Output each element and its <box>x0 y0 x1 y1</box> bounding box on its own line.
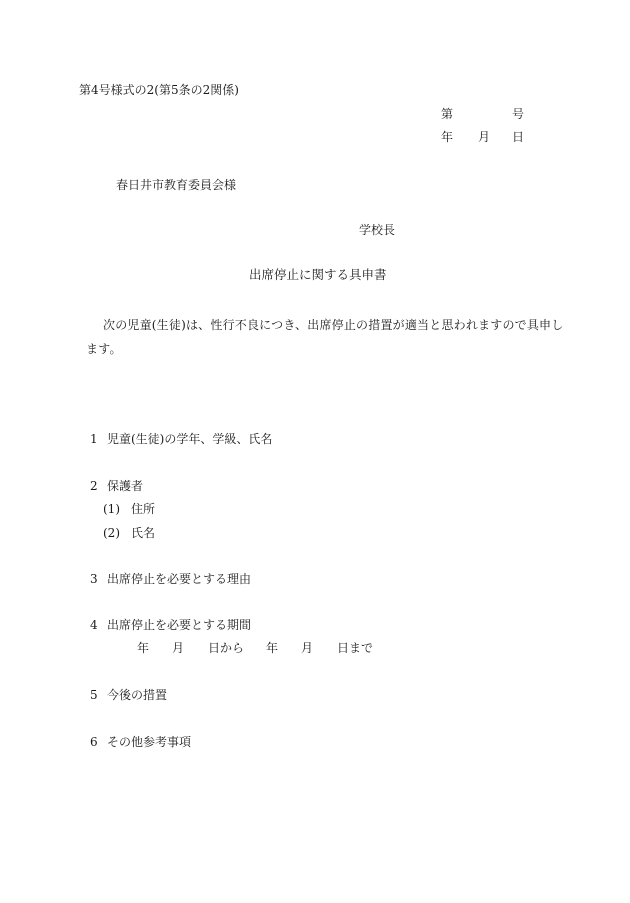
item-number: 1 <box>90 432 98 446</box>
item-number: 3 <box>90 572 98 586</box>
item-number: 4 <box>90 618 98 632</box>
body-line-2: ます。 <box>86 342 122 356</box>
item-text: 出席停止を必要とする理由 <box>107 572 252 586</box>
date-year: 年 <box>441 130 454 144</box>
item-text: 出席停止を必要とする期間 <box>107 618 252 632</box>
document-title: 出席停止に関する具申書 <box>249 267 387 282</box>
period-to-year: 年 <box>266 641 279 655</box>
date-day: 日 <box>512 130 525 144</box>
subitem-text: 住所 <box>131 502 156 516</box>
period-to-month: 月 <box>301 641 314 655</box>
subitem-number: (1) <box>103 502 120 516</box>
item-number: 5 <box>90 688 98 702</box>
number-prefix: 第 <box>441 107 454 121</box>
item-number: 6 <box>90 735 98 749</box>
item-text: 今後の措置 <box>107 688 168 702</box>
item-number: 2 <box>90 479 98 493</box>
addressee: 春日井市教育委員会様 <box>116 178 237 192</box>
item-text: 保護者 <box>107 479 144 493</box>
period-from-day: 日から <box>208 641 245 655</box>
sender: 学校長 <box>359 223 396 237</box>
subitem-text: 氏名 <box>131 526 156 540</box>
date-month: 月 <box>478 130 491 144</box>
form-label: 第4号様式の2(第5条の2関係) <box>79 83 239 97</box>
period-to-day: 日まで <box>337 641 374 655</box>
item-text: 児童(生徒)の学年、学級、氏名 <box>107 432 273 446</box>
body-line-1: 次の児童(生徒)は、性行不良につき、出席停止の措置が適当と思われますので具申し <box>103 318 564 332</box>
period-from-year: 年 <box>137 641 150 655</box>
subitem-number: (2) <box>103 526 120 540</box>
period-from-month: 月 <box>172 641 185 655</box>
item-text: その他参考事項 <box>107 735 192 749</box>
number-suffix: 号 <box>512 107 525 121</box>
